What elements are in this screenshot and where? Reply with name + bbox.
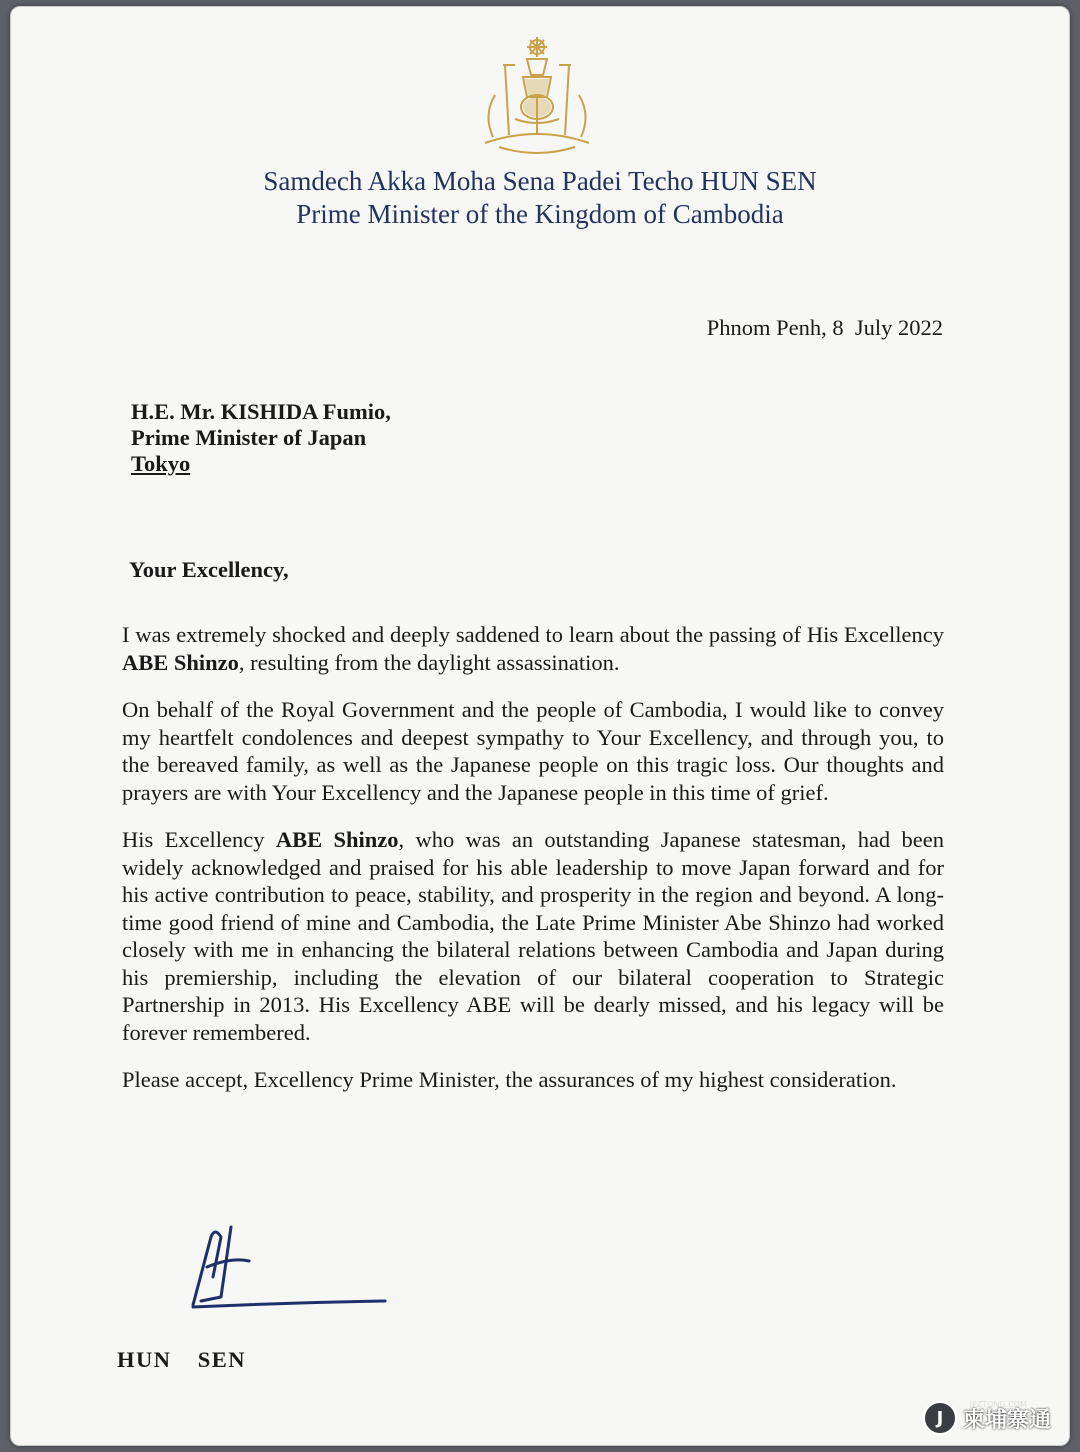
recipient-line-2: Prime Minister of Japan <box>131 425 367 450</box>
salutation: Your Excellency, <box>129 557 289 582</box>
letter-body <box>122 621 944 1114</box>
recipient-line-1: H.E. Mr. KISHIDA Fumio, <box>131 399 391 424</box>
paragraph-3-text-b: , who was an outstanding Japanese statesman, had been widely acknowledged and praised for his able leadership to move Japan forward and for his active contribution to peace, stability, and prosperity in the region and beyond. A long-time good friend of mine and Cambodia, the Late Prime Minister Abe Shinzo had worked closely with me in enhancing the bilateral relations between Cambodia and Japan during his premiership, including the elevation of our bilateral cooperation to Strategic Partnership in 2013. His Excellency ABE will be dearly missed, and his legacy will be forever remembered. <box>122 827 944 1045</box>
watermark <box>923 1401 1051 1435</box>
dateline: Phnom Penh, 8 July 2022 <box>706 315 943 340</box>
signature-name: HUN SEN <box>117 1347 247 1372</box>
paragraph-3-name: ABE Shinzo <box>275 827 399 852</box>
paragraph-1-text-a: I was extremely shocked and deeply saddened to learn about the passing of His Excellency <box>122 622 944 647</box>
paragraph-2: On behalf of the Royal Government and the people of Cambodia, I would like to convey my heartfelt condolences and deepest sympathy to Your Excellency, and through you, to the bereaved family, as well as the Japanese people on this tragic loss. Our thoughts and prayers are with Your Excellency and the Japanese people in this time of grief. <box>122 697 944 805</box>
royal-emblem-icon <box>475 35 599 161</box>
paragraph-1 <box>122 621 944 676</box>
paragraph-1-name: ABE Shinzo <box>122 649 239 675</box>
recipient-address <box>131 399 391 477</box>
paragraph-1-text-b: , resulting from the daylight assassination. <box>238 649 620 675</box>
handwritten-signature <box>171 1217 401 1317</box>
watermark-text: 柬埔寨通 <box>962 1407 1051 1433</box>
letterhead-title: Prime Minister of the Kingdom of Cambodia <box>296 199 784 229</box>
recipient-line-3: Tokyo <box>131 451 191 476</box>
letter-page <box>10 6 1070 1446</box>
letterhead-name: Samdech Akka Moha Sena Padei Techo HUN SEN <box>263 166 817 196</box>
paragraph-3 <box>122 826 944 1046</box>
logo-icon: J <box>923 1401 957 1435</box>
letterhead <box>11 165 1069 231</box>
paragraph-3-text-a: His Excellency <box>122 827 276 852</box>
paragraph-4: Please accept, Excellency Prime Minister, the assurances of my highest consideration. <box>122 1067 897 1092</box>
watermark-url: JPZTONG.COM <box>969 1400 1027 1409</box>
